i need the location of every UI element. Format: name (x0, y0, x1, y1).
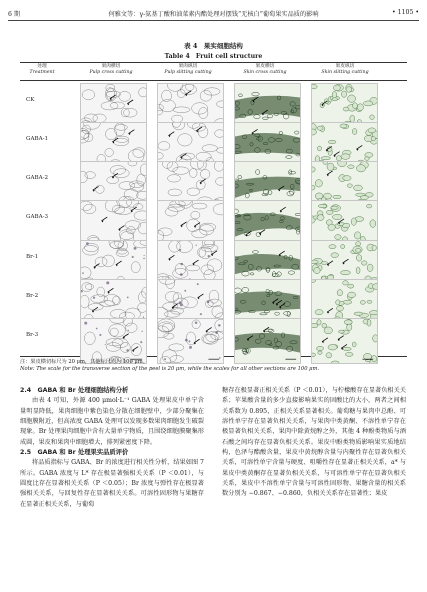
micrograph-skin-slitting (311, 318, 378, 364)
table-caption-en: Table 4 Fruit cell structure (164, 53, 263, 60)
row-label: CK (26, 97, 35, 103)
column-header-cn: 果肉横切 (101, 64, 121, 69)
column-header-cn: 果皮纵切 (335, 64, 355, 69)
header-rule (8, 20, 419, 21)
treatment-header-en: Treatment (29, 69, 55, 75)
table-note-cn: 注：果皮横切标尺为 20 μm，其他标尺均为 100 μm。 (20, 359, 148, 365)
left-text-column (20, 386, 204, 510)
section-heading-2-5: 2.5 GABA 和 Br 处理果实品质评价 (20, 449, 129, 457)
row-label: GABA-1 (26, 136, 49, 142)
micrograph-skin-cross (234, 318, 301, 364)
paragraph-correlation: 糖存在极显著正相关关系（P ＜0.01），与柠檬酸存在显著负相关关系；苹果酸含量的多少直接影响果实的固酸比的大小，两者之间相关系数为 0.895，正相关关系显著相关。葡萄糖与果肉中总酚、可溶性单宁存在显著负相关关系，与果肉中类黄酮、不溶性单宁存在极显著负相关关系，果肉中除黄烷醇之外，其他 4 种酚类物质与酒石酸之间均存在显著负相关关系。果皮中酚类物质影响果实质地结构，色泽与酯酸含量，果皮中黄烷醇含量与内聚性存在显著负相关关系，可溶性单宁含量与硬度、咀嚼性存在显著正相关关系，a* 与果皮中类黄酮存在显著负相关关系，与可溶性单宁存在显著负相关关系，果皮中不溶性单宁含量与可溶性固形物、果糖含量的相关系数分别为 −0.867、−0.860，负相关关系存在显著性；果皮 (222, 387, 406, 498)
column-header-pulp-slitting (153, 64, 223, 75)
column-header-en: Pulp slitting cutting (164, 69, 212, 75)
treatment-header (22, 64, 62, 75)
issue-number: 6 期 (8, 11, 21, 18)
column-header-en: Skin slitting cutting (321, 69, 369, 75)
table-note (20, 359, 407, 373)
table-caption-cn: 表 4 果实细胞结构 (184, 42, 243, 50)
column-header-cn: 果皮横切 (255, 64, 275, 69)
row-label: Br-1 (26, 254, 39, 260)
right-text-column (222, 386, 406, 500)
table-top-rule (20, 62, 407, 63)
table-header-rule (20, 80, 407, 81)
paragraph-quality-evaluation: 将品质指标与 GABA、Br 的浓度进行相关性分析，结果如图 7 所示。GABA 浓度与 L* 存在极显著强相关关系（P ＜0.01），与圆度比存在显著相关关系（P ＜0.05）；Br 浓度与弹性存在极显著强相关关系，与回复性存在显著相关关系。可溶性固形物与果糖存在显著正相关关系，与葡萄 (20, 459, 204, 508)
micrograph-pulp-cross (80, 318, 147, 364)
column-header-skin-slitting (307, 64, 383, 75)
treatment-header-cn: 处理 (37, 64, 47, 69)
column-header-skin-cross (230, 64, 300, 75)
row-label: Br-2 (26, 293, 39, 299)
column-header-en: Pulp cross cutting (89, 69, 133, 75)
article-title: 何雅文等：γ-氨基丁酸和油菜素内酯处理对摆钱“无核白”葡萄果实品质的影响 (108, 11, 319, 18)
row-label: GABA-2 (26, 175, 49, 181)
micrograph-pulp-slitting (157, 318, 224, 364)
paragraph-cell-structure: 由表 4 可知，外源 400 μmol·L⁻¹ GABA 处理果皮中单宁含量明显降低，果肉细胞中紫色染色分散在细胞壁中，少部分聚集在细胞膜附近，但高浓度 GABA 处理可以发现多数果肉细胞发生破裂现象。Br 处理果肉细胞中含有大量单宁物质，且围绕细胞膜聚集形成圆，果皮和果肉中细胞增大，排列紧密度下降。 (20, 397, 204, 446)
column-header-en: Skin cross cutting (243, 69, 287, 75)
page-number: • 1105 • (392, 9, 419, 16)
row-label: GABA-3 (26, 214, 49, 220)
table-note-en: Note: The scale for the transverse section of the peel is 20 μm, while the scales for all other sections are 100 μm. (20, 366, 320, 372)
column-header-cn: 果肉纵切 (178, 64, 198, 69)
section-heading-2-4: 2.4 GABA 和 Br 处理细胞结构分析 (20, 387, 129, 394)
column-header-pulp-cross (76, 64, 146, 75)
row-label: Br-3 (26, 332, 39, 338)
